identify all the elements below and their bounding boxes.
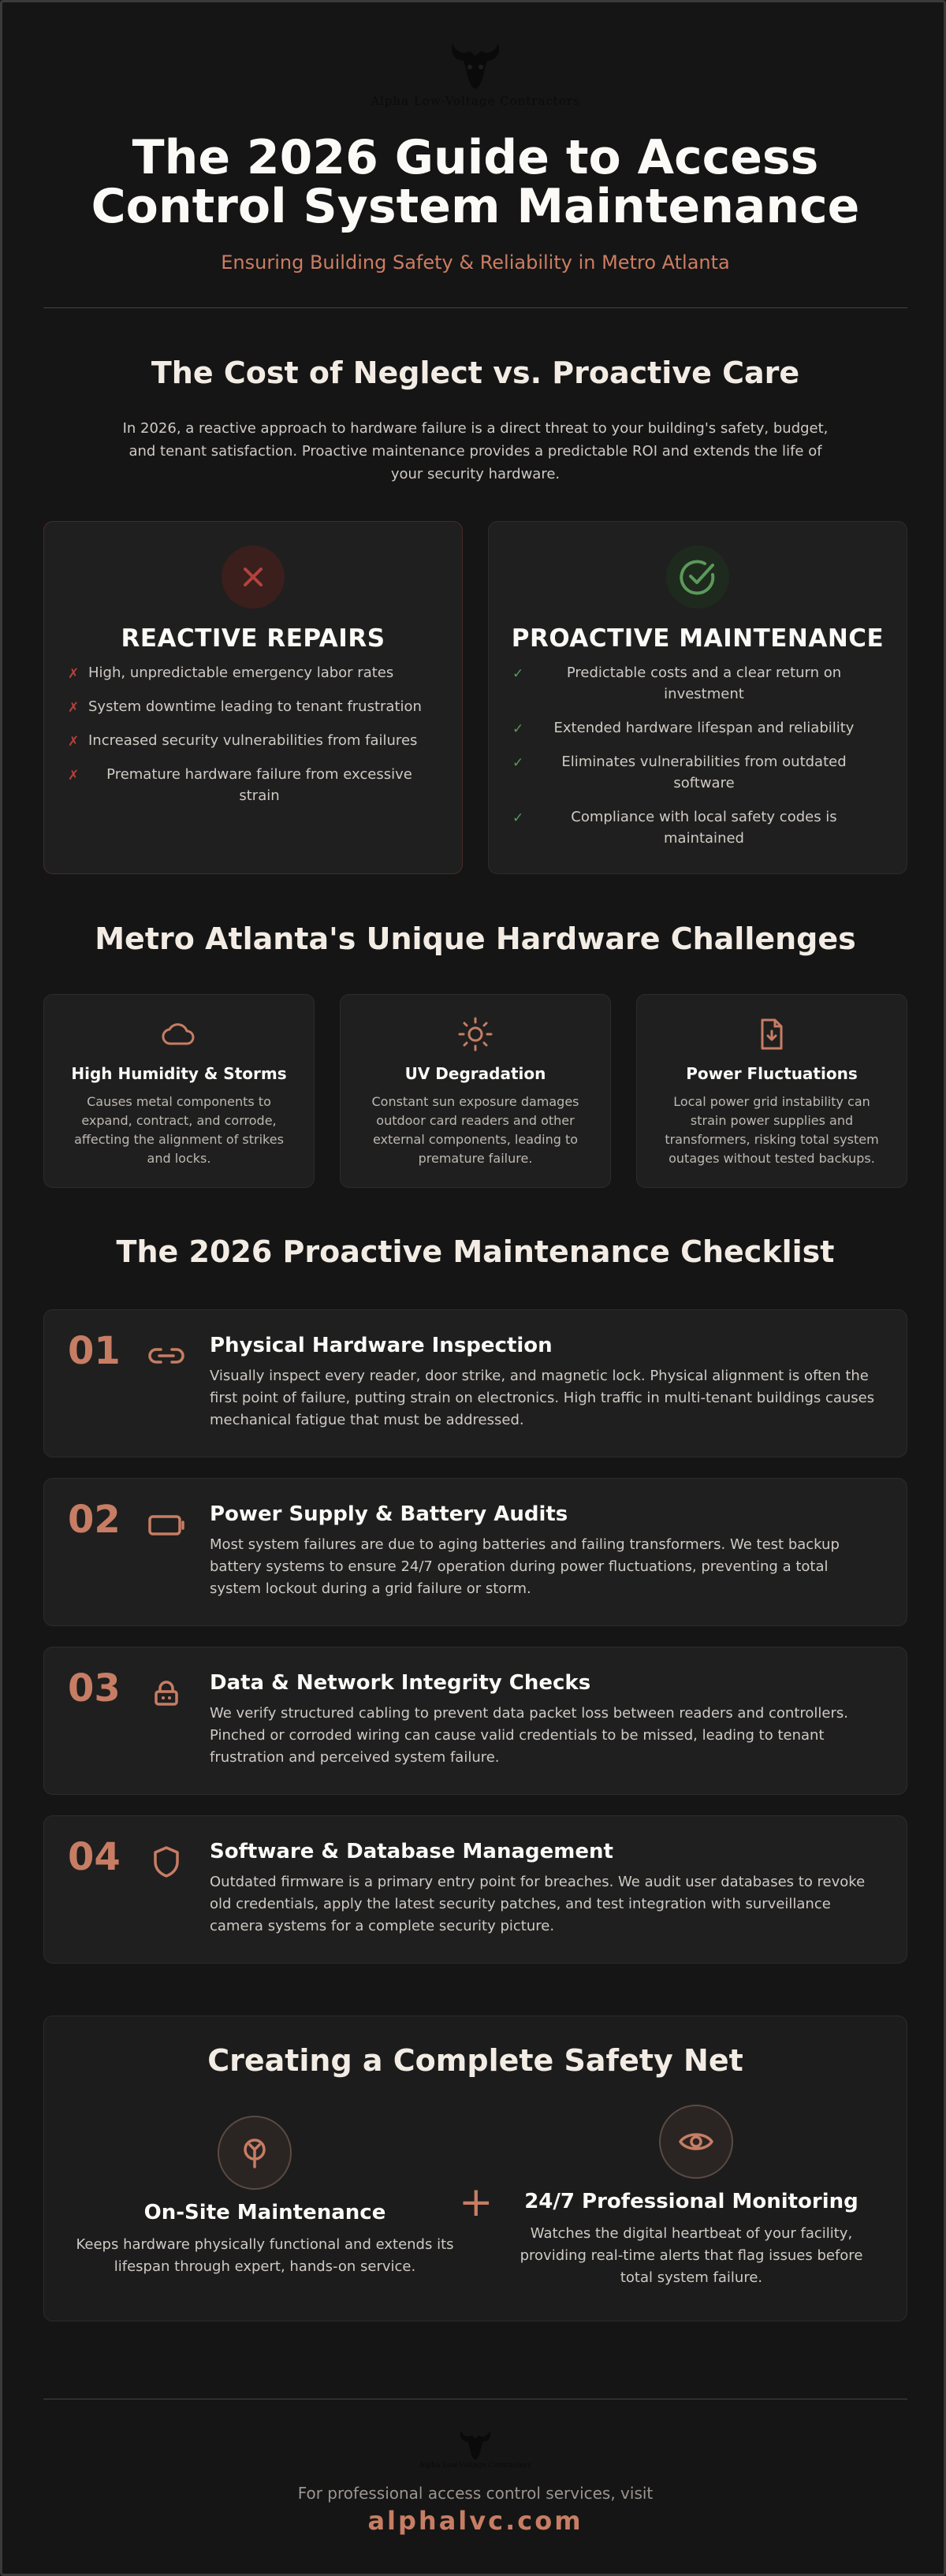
footer-logo-text: Alpha Low-Voltage Contractors (419, 2462, 531, 2470)
footer-text: For professional access control services, visit (297, 2484, 654, 2503)
checklist-step-2 (43, 1478, 907, 1626)
reactive-list (68, 662, 438, 819)
step-title: Software & Database Management (210, 1840, 613, 1863)
challenge-title: High Humidity & Storms (71, 1064, 287, 1083)
on-site-title: On-Site Maintenance (143, 2201, 386, 2224)
neglect-intro: In 2026, a reactive approach to hardware failure is a direct threat to your building's safety, budget, and tenant satisfaction. Proactive maintenance provides a predictable ROI and extends the life of your security hardware. (122, 420, 829, 482)
sun-icon (456, 1015, 494, 1053)
checklist-step-4 (43, 1815, 907, 1964)
list-item: ✗ System downtime leading to tenant frustration (68, 696, 438, 717)
step-desc: Outdated firmware is a primary entry point for breaches. We audit user databases to revoke old credentials, apply the latest security patches, and test integration with surveillance camera systems for a complete security picture. (210, 1874, 866, 1934)
step-desc: Most system failures are due to aging batteries and failing transformers. We test backup battery systems to ensure 24/7 operation during power fluctuations, preventing a total system lockout during a grid failure or storm. (210, 1536, 840, 1597)
safety-net-panel (43, 2016, 907, 2321)
checklist-step-1 (43, 1309, 907, 1457)
challenge-card-power (636, 994, 907, 1188)
page-subtitle: Ensuring Building Safety & Reliability in Metro Atlanta (221, 251, 730, 274)
list-item: ✓ Predictable costs and a clear return on investment (512, 664, 842, 702)
lock-icon (145, 1677, 188, 1709)
wrench-icon (218, 2116, 292, 2190)
logo (2, 40, 946, 108)
neglect-title: The Cost of Neglect vs. Proactive Care (151, 356, 800, 390)
proactive-title: PROACTIVE MAINTENANCE (511, 624, 885, 653)
x-mark-icon: ✗ (68, 768, 80, 784)
step-title: Power Supply & Battery Audits (210, 1502, 568, 1526)
link-icon (145, 1340, 188, 1372)
shield-icon (145, 1846, 188, 1878)
checklist-step-3 (43, 1647, 907, 1795)
check-mark-icon: ✓ (512, 755, 524, 771)
logo-text: Alpha Low-Voltage Contractors (371, 94, 580, 108)
monitoring-desc: Watches the digital heartbeat of your facility, providing real-time alerts that flag issues before total system failure. (520, 2225, 863, 2286)
monitoring-title: 24/7 Professional Monitoring (524, 2190, 858, 2213)
list-item: ✓ Compliance with local safety codes is maintained (512, 809, 837, 847)
step-title: Physical Hardware Inspection (210, 1334, 553, 1357)
step-number: 02 (68, 1498, 121, 1542)
x-icon (222, 545, 285, 609)
list-item: ✗ Increased security vulnerabilities from failures (68, 730, 438, 751)
cloud-icon (160, 1015, 198, 1053)
challenge-card-uv (340, 994, 611, 1188)
x-mark-icon: ✗ (68, 666, 80, 682)
footer-link[interactable]: alphalvc.com (367, 2506, 583, 2536)
challenges-title: Metro Atlanta's Unique Hardware Challenges (95, 921, 856, 956)
check-circle-icon (666, 545, 729, 609)
divider (43, 307, 907, 308)
bull-logo-icon (457, 2429, 493, 2462)
challenge-desc: Local power grid instability can strain power supplies and transformers, risking total system outages without tested backups. (665, 1094, 879, 1166)
challenge-desc: Causes metal components to expand, contract, and corrode, affecting the alignment of strikes and locks. (74, 1094, 284, 1166)
list-item: ✓ Eliminates vulnerabilities from outdated software (512, 754, 847, 791)
list-item: ✗ High, unpredictable emergency labor rates (68, 662, 438, 683)
proactive-card (488, 521, 907, 874)
proactive-list (512, 662, 883, 862)
challenge-title: Power Fluctuations (686, 1064, 858, 1083)
list-item: ✗ Premature hardware failure from excessive strain (68, 766, 412, 804)
reactive-card (43, 521, 463, 874)
on-site-desc: Keeps hardware physically functional and extends its lifespan through expert, hands-on service. (76, 2236, 454, 2275)
step-desc: Visually inspect every reader, door strike, and magnetic lock. Physical alignment is often the first point of failure, putting strain on electronics. High traffic in multi-tenant buildings causes mechanical fatigue that must be addressed. (210, 1368, 875, 1428)
check-mark-icon: ✓ (512, 810, 524, 826)
challenge-title: UV Degradation (404, 1064, 546, 1083)
bull-logo-icon (448, 40, 503, 92)
challenge-desc: Constant sun exposure damages outdoor card readers and other external components, leading to premature failure. (371, 1094, 579, 1166)
challenge-card-humidity (43, 994, 315, 1188)
plus-icon: + (459, 2179, 493, 2226)
checklist-title: The 2026 Proactive Maintenance Checklist (116, 1234, 835, 1269)
step-number: 01 (68, 1329, 121, 1373)
check-mark-icon: ✓ (512, 666, 524, 682)
reactive-title: REACTIVE REPAIRS (121, 624, 385, 653)
check-mark-icon: ✓ (512, 721, 524, 737)
step-number: 04 (68, 1835, 121, 1879)
file-bolt-icon (753, 1015, 791, 1053)
safety-net-title: Creating a Complete Safety Net (207, 2043, 743, 2078)
page-title: The 2026 Guide to Access Control System Maintenance (91, 130, 860, 234)
step-desc: We verify structured cabling to prevent data packet loss between readers and controllers. Pinched or corroded wiring can cause valid credentials to be missed, leading to tenant frustration and perceived system failure. (210, 1705, 848, 1766)
x-mark-icon: ✗ (68, 734, 80, 750)
battery-icon (145, 1509, 188, 1540)
footer-logo (2, 2429, 946, 2470)
x-mark-icon: ✗ (68, 700, 80, 716)
list-item: ✓ Extended hardware lifespan and reliability (512, 717, 883, 739)
step-title: Data & Network Integrity Checks (210, 1671, 591, 1695)
eye-icon (659, 2105, 733, 2179)
step-number: 03 (68, 1666, 121, 1711)
